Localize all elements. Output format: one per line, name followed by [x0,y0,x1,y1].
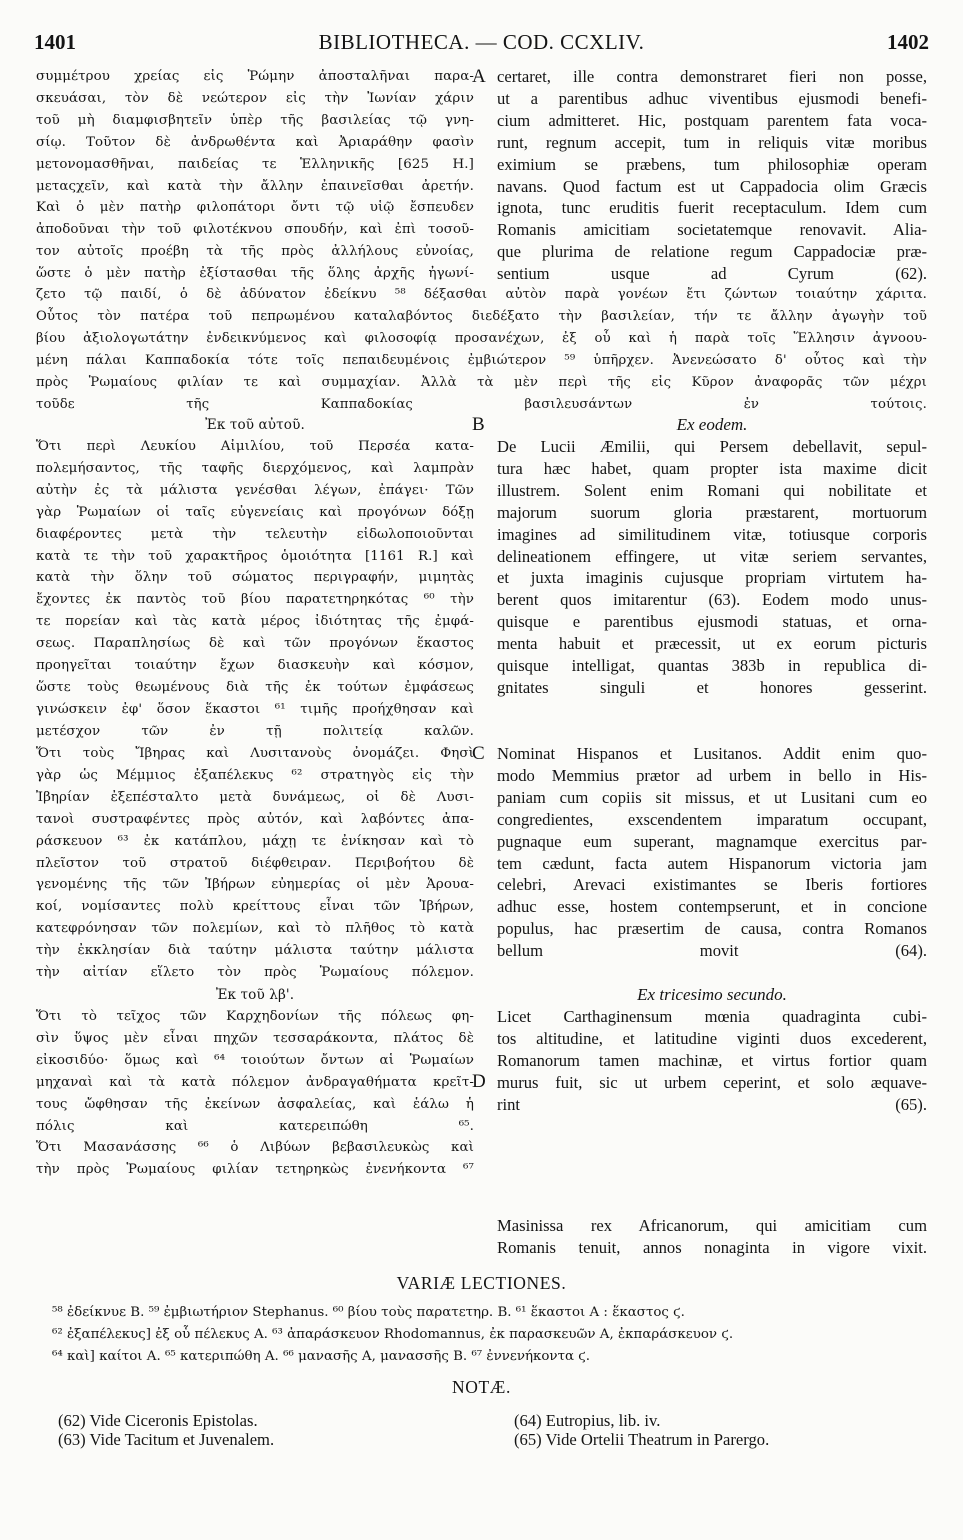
latin-line: illustrem. Solent enim Romani qui nobilitate et [497,480,927,500]
latin-line: menta habuit et præcessit, ut ex eorum picturis [497,634,927,654]
greek-line: σκευάσαι, τὸν δὲ νεώτερον εἰς τὴν Ἰωνίαν χάριν [36,90,474,106]
note-line: (65) Vide Ortelii Theatrum in Parergo. [514,1430,770,1449]
greek-line: ὥστε τοὺς θεωμένους διὰ τῆς ἐκ τούτων ἐμφάσεως [36,679,474,695]
greek-line: γὰρ ὡς Μέμμιος ἐξαπέλεκυς ⁶² στρατηγὸς εἰς τὴν [36,767,474,783]
greek-line: μηχαναὶ καὶ τὰ κατὰ πόλεμον ἀνδραγαθήματα κρεῖτ- [36,1074,474,1090]
latin-line: Licet Carthaginensum mœnia quadraginta cubi- [497,1007,927,1026]
greek-line: σίῳ. Τοῦτον δὲ ἀνδρωθέντα καὶ Ἀριαράθην φασὶν [36,134,474,150]
greek-line: ἀποδοῦναι τὴν τοῦ φιλοτέκνου σπουδήν, καὶ ἐπὶ τοσοῦ- [36,222,474,238]
page-number-left: 1401 [34,30,76,54]
latin-line: paniam cum copiis sit missus, et ut Lusitani cum eo [497,787,927,807]
greek-line: εἰκοσιδύο· ὅμως καὶ ⁶⁴ τοιούτων ὄντων αἱ Ῥωμαίων [36,1052,474,1068]
greek-line: πόλις καὶ κατερειπώθη ⁶⁵. [36,1118,474,1134]
greek-line: ράσκευον ⁶³ ἐκ κατάπλου, μάχῃ τε ἐνίκησαν καὶ τὸ [36,833,474,849]
note-line: (63) Vide Tacitum et Juvenalem. [58,1430,275,1449]
greek-line: μεταςχεῖν, καὶ κατὰ τὴν ἄλλην ἐπαινεῖσθαι ἀρετήν. [36,178,474,194]
latin-line: Romanorum tamen machinæ, et virtus fortior quam [497,1050,927,1070]
greek-line: Ὅτι περὶ Λευκίου Αἰμιλίου, τοῦ Περσέα κατα- [36,439,474,454]
greek-line: συμμέτρου χρείας εἰς Ῥώμην ἀποσταλῆναι παρα- [36,69,474,84]
latin-line: adhuc esse, hostem contempserunt, et in concione [497,897,927,917]
latin-line: tem cædunt, facta autem Hispanorum victoria jam [497,853,927,873]
greek-line: Καὶ ὁ μὲν πατὴρ φιλοπάτορι ὄντι τῷ υἱῷ ἔσπευδεν [36,200,474,216]
latin-line: Romanis amicitiam societatemque renovavit. Alia- [497,220,927,240]
greek-line: Ὅτι τὸ τεῖχος τῶν Καρχηδονίων τῆς πόλεως φη- [36,1009,474,1024]
margin-letter: C [472,743,485,764]
latin-line: tos altitudine, et latitudine viginti duos excederent, [497,1028,927,1048]
latin-line: pugnaque eum superant, magnamque exercitus par- [497,831,927,851]
latin-line: celebri, Arevaci existimantes se Iberis fortiores [497,875,927,895]
note-line: (62) Vide Ciceronis Epistolas. [58,1411,258,1430]
latin-line: que plurima de relatione regum Cappadociæ præ- [497,242,927,262]
latin-line: modo Memmius prætor ad urbem in bello in His- [497,765,927,785]
section-heading-latin: Ex eodem. [676,415,748,434]
margin-letter: A [472,66,486,87]
margin-letter: D [472,1071,486,1092]
greek-line: τὴν ἐκκλησίαν διὰ ταύτην μάλιστα ταύτην μάλιστα [36,943,474,959]
latin-line: bellum movit (64). [497,941,927,961]
margin-letter: B [472,414,485,435]
running-title: BIBLIOTHECA. — COD. CCXLIV. [318,30,645,54]
greek-line: τὴν πρὸς Ῥωμαίους φιλίαν τετηρηκὼς ἐνενήκοντα ⁶⁷ [36,1162,474,1178]
greek-line: προηγεῖται τοιαύτην ἔχων διασκευὴν καὶ κόσμον, [36,658,474,673]
greek-line: ὥστε ὁ μὲν πατὴρ ἐξίστασθαι τῆς ὅλης ἀρχῆς ἠγωνί- [36,266,474,282]
latin-line: tura hæc habet, quam propter ista maxime dicit [497,458,927,478]
latin-line: rint (65). [497,1094,927,1114]
greek-line: βίου ἀξιολογωτάτην ἐνδεικνύμενος καὶ φιλοσοφίᾳ προσανέχων, ἐξ οὗ καὶ ἡ παρὰ τοῖς Ἕλλησιν ἀγνοου- [36,330,927,346]
notae-title: NOTÆ. [452,1377,511,1397]
latin-line: eximium se præbens, tum philosophiæ operam [497,154,927,174]
latin-line: navans. Quod factum est ut Cappadocia olim Græcis [497,176,927,196]
page-header [34,30,929,60]
section-heading-latin: Ex tricesimo secundo. [637,985,787,1004]
latin-line: certaret, ille contra demonstraret fieri non posse, [497,67,927,86]
greek-line: μετέσχον τῶν ἐν τῇ πολιτείᾳ καλῶν. [36,723,474,739]
latin-line: sentium usque ad Cyrum (62). [497,264,927,284]
greek-line: γενομένης τῆς τῶν Ἰβήρων εὐημερίας οἱ μὲν Ἀρουα- [36,877,474,893]
latin-line: delineationem effingere, ut vitæ seriem servantes, [497,546,927,566]
greek-line: γὰρ Ῥωμαίων οἱ ταῖς εὐγενείαις καὶ προγόνων δόξῃ [36,504,474,520]
greek-line: τανοὶ συστραφέντες πρὸς αὐτόν, καὶ λαβόντες ἀπα- [36,811,474,827]
latin-line: et juxta imaginis cujusque propriam virtutem ha- [497,568,927,588]
latin-line: gnitates singuli et honores gesserint. [497,677,927,697]
latin-line: quisque e parentibus ejusmodi statuas, et orna- [497,612,927,632]
greek-line: μετονομασθῆναι, παιδείας τε Ἑλληνικῆς [625 H.] [36,156,474,172]
variae-lectiones-title: VARIÆ LECTIONES. [396,1273,567,1293]
greek-line: τὴν αἰτίαν εἵλετο τὸν πρὸς Ῥωμαίους πόλεμον. [36,965,474,980]
greek-line: τους ὤφθησαν τῆς ἐκείνων ἀσφαλείας, καὶ ἑάλω ἡ [36,1096,474,1112]
latin-line: Masinissa rex Africanorum, qui amicitiam cum [497,1216,927,1235]
latin-line: runt, regnum accepit, tum in reliquis vitæ moribus [497,132,927,152]
greek-line: σὶν ὕψος μὲν εἶναι πηχῶν τεσσαράκοντα, πλάτος δὲ [36,1030,474,1046]
greek-line: τε πορείαν καὶ τὰς κατὰ μέρος ἰδιότητας τῆς ἐμφά- [36,614,474,630]
latin-line: Romanis tenuit, annos nonaginta in vigore vixit. [497,1237,927,1257]
latin-line: murus fuit, sic ut urbem ceperint, et solo æquave- [497,1072,927,1092]
latin-line: majorum suorum gloria præstarent, mortuorum [497,502,927,522]
latin-line: populus, hac præsertim de causa, contra Romanos [497,919,927,939]
note-line: (64) Eutropius, lib. iv. [514,1411,661,1430]
greek-line: τον αὐτοῖς προέβη τὰ τῆς πρὸς ἀλλήλους εὐνοίας, [36,244,474,260]
greek-line: διαφέροντες μετὰ τὴν τελευτὴν εἰδωλοποιοῦνται [36,526,474,542]
latin-line: ut a parentibus adhuc viventibus ejusmodi benefi- [497,88,927,108]
greek-line: σεως. Παραπλησίως δὲ καὶ τῶν προγόνων ἕκαστος [36,636,474,652]
greek-line: τοῦδε τῆς Καππαδοκίας βασιλευσάντων ἐν τούτοις. [36,396,927,412]
greek-line: πολεμήσαντος, τῆς ταφῆς διερχόμενος, καὶ λαμπρὰν [36,460,474,476]
variant-reading-line: ⁵⁸ ἐδείκνυε B. ⁵⁹ ἐμβιωτήριον Stephanus. ⁶⁰ βίου τοὺς παρατετηρ. B. ⁶¹ ἕκαστοι A : ἕκαστος ϛ. [52,1305,685,1320]
greek-line: αὐτὴν ἐς τὰ μάλιστα γενέσθαι λέγων, ἐπάγει· Τῶν [36,482,474,498]
section-heading-greek: Ἐκ τοῦ λβ'. [215,987,295,1003]
greek-line: κατεφρόνησαν τῶν πολεμίων, καὶ τὸ πλῆθος τὸ κατὰ [36,921,474,937]
latin-line: berent quos imitarentur (63). Eodem modo unus- [497,590,927,610]
latin-line: congredientes, exscendentem imparatum occupant, [497,809,927,829]
greek-line: ζετο τῷ παιδί, ὁ δὲ ἀδύνατον ἐδείκνυ ⁵⁸ δέξασθαι αὐτὸν παρὰ γονέων ἔτι ζώντων τοιαύτην χάριτα. [36,287,927,302]
greek-line: ἔχοντες ἐκ παντὸς τοῦ βίου παρατετηρηκότας ⁶⁰ τὴν [36,592,474,608]
greek-line: κατὰ τε τὴν τοῦ χαρακτῆρος ὁμοιότητα [1161 R.] καὶ [36,548,474,564]
greek-line: μένη πάλαι Καππαδοκία τότε τοῖς πεπαιδευμένοις ἐμβιώτερον ⁵⁹ ὑπῆρχεν. Ἀνενεώσατο δ' οὗτος καὶ τὴν [36,352,927,368]
greek-line: κατὰ τὴν ὅλην τοῦ σώματος περιγραφήν, μιμητὰς [36,570,474,586]
greek-line: κοί, νομίσαντες πολὺ κρείττους εἶναι τῶν Ἰβήρων, [36,899,474,915]
greek-line: πρὸς Ῥωμαίους φιλίαν τε καὶ συμμαχίαν. Ἀλλὰ τὰ μὲν περὶ τῆς εἰς Κῦρον ἀναφορᾶς τῶν μέχρι [36,374,927,390]
latin-line: De Lucii Æmilii, qui Persem debellavit, sepul- [497,437,927,456]
greek-line: Ἰβηρίαν ἐξεπέσταλτο μετὰ δυνάμεως, οἱ δὲ Λυσι- [36,789,474,805]
latin-line: imagines ad similitudinem vitæ, totiusque corporis [497,524,927,544]
variant-reading-line: ⁶² ἐξαπέλεκυς] ἐξ οὗ πέλεκυς A. ⁶³ ἀπαράσκευον Rhodomannus, ἐκ παρασκευῶν A, ἐκπαράσκευον ϛ. [52,1327,734,1342]
latin-line: ignota, tunc eruditis fuerit receptaculum. Idem cum [497,198,927,218]
greek-line: πλεῖστον τοῦ στρατοῦ διέφθειραν. Περιβοήτου δὲ [36,855,474,871]
latin-line: Nominat Hispanos et Lusitanos. Addit enim quo- [497,744,927,763]
variant-reading-line: ⁶⁴ καὶ] καίτοι A. ⁶⁵ κατεριπώθη A. ⁶⁶ μανασῆς A, μανασσῆς B. ⁶⁷ ἐννενήκοντα ϛ. [52,1349,591,1364]
greek-line: τοῦ μὴ διαμφισβητεῖν ὑπὲρ τῆς βασιλείας τῷ γνη- [36,112,474,128]
greek-line: γινώσκειν ἐφ' ὅσον ἕκαστοι ⁶¹ τιμῆς προήχθησαν καὶ [36,701,474,717]
latin-line: quisque intelligat, quantas 383b in republica di- [497,656,927,675]
page-number-right: 1402 [887,30,929,54]
greek-line: Ὅτι Μασανάσσης ⁶⁶ ὁ Λιβύων βεβασιλευκὼς καὶ [36,1140,474,1156]
greek-line: Ὅτι τοὺς Ἴβηρας καὶ Λυσιτανοὺς ὀνομάζει. Φησὶ [36,746,474,761]
section-heading-greek: Ἐκ τοῦ αὐτοῦ. [205,417,305,433]
greek-line: Οὗτος τὸν πατέρα τοῦ πεπρωμένου καταλαβόντος διεδέξατο τὴν βασιλείαν, τήν τε ἄλλην ἀγωγὴν τοῦ [36,308,927,324]
latin-line: cium admitteret. Hic, postquam parentem fata voca- [497,110,927,130]
